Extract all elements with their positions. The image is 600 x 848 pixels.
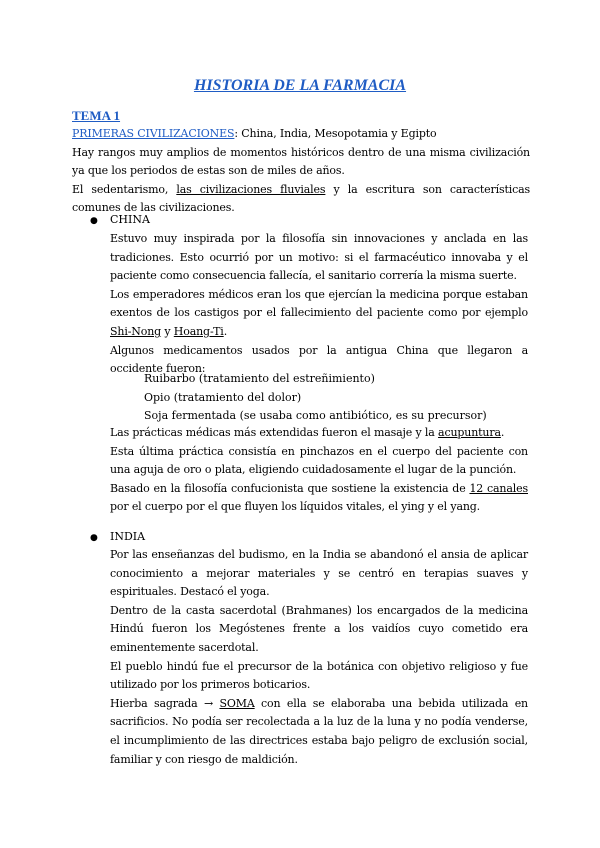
bullet-dot-icon: ● (90, 216, 98, 226)
med-item: Opio (tratamiento del dolor) (144, 391, 302, 404)
china-paragraph-5: Esta última práctica consistía en pinchazos en el cuerpo del paciente con una aguja de oro o plata, eligiendo cuidadosamente el lugar de la punción. (110, 444, 528, 477)
china-paragraph-3: Algunos medicamentos usados por la antigua China que llegaron a occidente fueron: (110, 343, 528, 376)
india-p4-text-a: Hierba sagrada → (110, 696, 220, 710)
china-12-canales: 12 canales (469, 481, 528, 495)
india-paragraph-2: Dentro de la casta sacerdotal (Brahmanes) los encargados de la medicina Hindú fueron los Megóstenes frente a los vaidíos cuyo cometido era eminentemente sacerdotal. (110, 603, 528, 654)
intro2-underlined: las civilizaciones fluviales (176, 182, 326, 196)
china-block-2 (110, 424, 528, 517)
bullet-dot-icon: ● (90, 533, 98, 543)
document-title: HISTORIA DE LA FARMACIA (193, 77, 407, 94)
china-p2-text: Los emperadores médicos eran los que ejercían la medicina porque estaban exentos de los castigos por el fallecimiento del paciente como por ejemplo (110, 287, 528, 320)
china-p2-mid: y (161, 324, 174, 338)
intro-block (72, 125, 530, 218)
china-p4-end: . (500, 426, 505, 439)
subtitle-link: PRIMERAS CIVILIZACIONES (72, 127, 235, 140)
bullet-india (90, 528, 145, 548)
india-paragraph-4 (110, 695, 528, 769)
section-heading: TEMA 1 (72, 108, 121, 123)
india-paragraph-1: Por las enseñanzas del budismo, en la India se abandonó el ansia de aplicar conocimiento a mejorar materiales y se centró en terapias suaves y espirituales. Destacó el yoga. (110, 548, 528, 599)
med-item: Soja fermentada (se usaba como antibiótico, es su precursor) (144, 409, 487, 422)
china-p6-text-b: por el cuerpo por el que fluyen los líquidos vitales, el ying y el yang. (110, 500, 481, 514)
china-p4-text: Las prácticas médicas más extendidas fueron el masaje y la (110, 426, 439, 439)
china-p2-end: . (223, 324, 228, 338)
bullet-india-label: INDIA (110, 530, 146, 543)
subtitle-rest: : China, India, Mesopotamia y Egipto (234, 127, 437, 140)
bullet-china-label: CHINA (110, 213, 150, 226)
india-block (110, 546, 528, 769)
china-paragraph-4 (110, 424, 528, 443)
china-p6-text-a: Basado en la filosofía confucionista que sostiene la existencia de (110, 481, 470, 495)
china-block (110, 230, 528, 379)
china-paragraph-1: Estuvo muy inspirada por la filosofía sin innovaciones y anclada en las tradiciones. Esto ocurrió por un motivo: si el farmacéutico innovaba y el paciente como consecuencia fallecía, el sanitario correría la misma suerte. (110, 232, 528, 283)
china-acupuntura: acupuntura (438, 426, 501, 439)
subtitle-line (72, 125, 530, 144)
china-emperor-1: Shi-Nong (110, 324, 162, 338)
india-p4-text-b: con ella se elaboraba una bebida utilizada en sacrificios. No podía ser recolectada a la luz de la luna y no podía venderse, el incumplimiento de las directrices estaba bajo peligro de exclusión social, familiar y con riesgo de maldición. (110, 696, 528, 766)
india-soma: SOMA (219, 696, 255, 710)
india-paragraph-3: El pueblo hindú fue el precursor de la botánica con objetivo religioso y fue utilizado por los primeros boticarios. (110, 659, 528, 692)
china-emperor-2: Hoang-Ti (173, 324, 224, 338)
intro2-text-b: y la escritura son características comunes de las civilizaciones. (72, 182, 531, 215)
china-paragraph-2 (110, 286, 528, 342)
bullet-china (90, 211, 150, 231)
med-item: Ruibarbo (tratamiento del estreñimiento) (144, 372, 375, 385)
china-paragraph-6 (110, 480, 528, 517)
intro2-text-a: El sedentarismo, (72, 182, 177, 196)
intro-paragraph-1: Hay rangos muy amplios de momentos históricos dentro de una misma civilización ya que los periodos de estas son de miles de años. (72, 145, 530, 178)
